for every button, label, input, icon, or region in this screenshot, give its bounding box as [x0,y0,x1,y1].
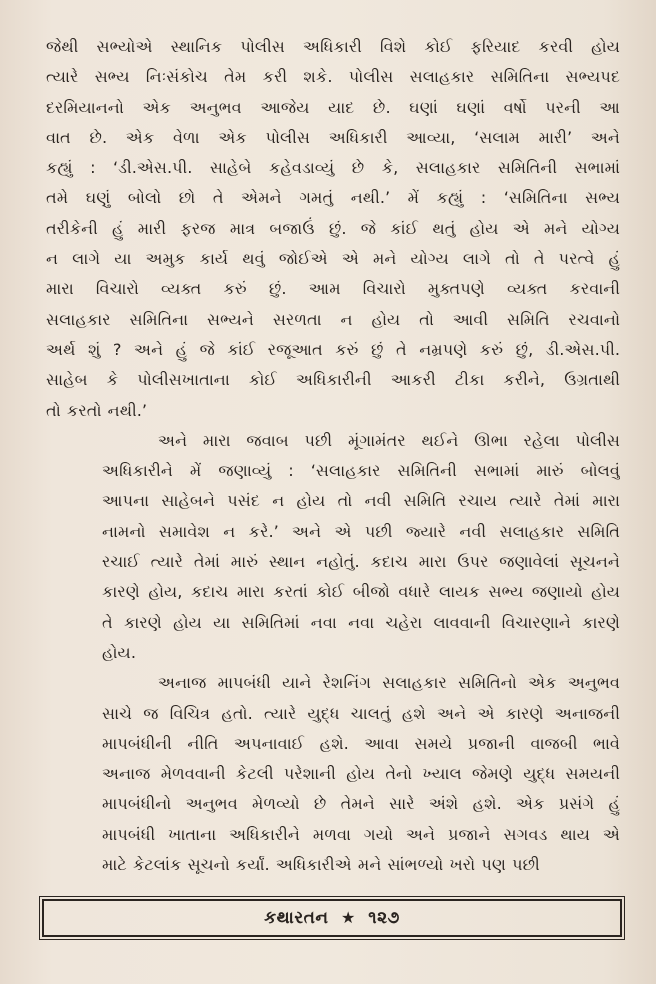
text-line: હોય. [102,642,136,662]
text-line: ત્યારે સભ્ય નિઃસંકોચ તેમ કરી શકે. પોલીસ સલાહકાર સમિતિના સભ્યપદ [46,67,620,87]
text-line: માપબંધીની નીતિ અપનાવાઈ હશે. આવા સમયે પ્રજાની વાજબી ભાવે [102,733,620,753]
text-line: રચાઈ ત્યારે તેમાં મારું સ્થાન નહોતું. કદાચ મારા ઉપર જણાવેલાં સૂચનને [102,552,620,572]
text-line: સાચે જ વિચિત્ર હતો. ત્યારે યુદ્ધ ચાલતું હશે અને એ કારણે અનાજની [102,703,620,723]
text-line: કહ્યું : ‘ડી.એસ.પી. સાહેબે કહેવડાવ્યું છે કે, સલાહકાર સમિતિની સભામાં [46,158,620,178]
text-line: મારા વિચારો વ્યક્ત કરું છું. આમ વિચારો મુક્તપણે વ્યક્ત કરવાની [46,279,620,299]
body-text [46,32,620,880]
text-line: તરીકેની હું મારી ફરજ માત્ર બજાઉં છું. જે કાંઈ થતું હોય એ મને યોગ્ય [46,218,620,238]
text-line: અનાજ મેળવવાની કેટલી પરેશાની હોય તેનો ખ્યાલ જેમણે યુદ્ધ સમયની [102,764,620,784]
paragraph [46,426,620,668]
text-line: ન લાગે યા અમુક કાર્ય થવું જોઈએ એ મને યોગ્ય લાગે તો તે પરત્વે હું [46,249,620,269]
text-line: વાત છે. એક વેળા એક પોલીસ અધિકારી આવ્યા, ‘સલામ મારી’ અને [46,127,620,147]
text-line: નામનો સમાવેશ ન કરે.’ અને એ પછી જ્યારે નવી સલાહકાર સમિતિ [102,521,620,541]
text-line: આપના સાહેબને પસંદ ન હોય તો નવી સમિતિ રચાય ત્યારે તેમાં મારા [102,491,620,511]
text-line: તમે ઘણું બોલો છો તે એમને ગમતું નથી.’ મેં કહ્યું : ‘સમિતિના સભ્ય [46,188,620,208]
text-line: સલાહકાર સમિતિના સભ્યને સરળતા ન હોય તો આવી સમિતિ રચવાનો [46,309,620,329]
paragraph [46,668,620,880]
text-line: માટે કેટલાંક સૂચનો કર્યાં. અધિકારીએ મને સાંભળ્યો ખરો પણ પછી [102,855,540,875]
text-line: સાહેબ કે પોલીસખાતાના કોઈ અધિકારીની આકરી ટીકા કરીને, ઉગ્રતાથી [46,370,620,390]
page-footer [42,899,622,937]
book-title: કથારતન [264,908,329,928]
text-line: તો કરતો નથી.’ [46,400,148,420]
text-line: જેથી સભ્યોએ સ્થાનિક પોલીસ અધિકારી વિશે કોઈ ફરિયાદ કરવી હોય [46,37,620,56]
text-line: માપબંધીનો અનુભવ મેળવ્યો છે તેમને સારે અંશે હશે. એક પ્રસંગે હું [102,794,620,814]
text-line: અને મારા જવાબ પછી મૂંગામંતર થઈને ઊભા રહેલા પોલીસ [158,430,620,450]
paragraph [46,32,620,426]
text-line: અનાજ માપબંધી યાને રેશનિંગ સલાહકાર સમિતિનો એક અનુભવ [158,673,620,693]
text-line: અર્થ શું ? અને હું જે કાંઈ રજૂઆત કરું છું તે નમ્રપણે કરું છું, ડી.એસ.પી. [46,339,620,359]
footer-label [264,908,400,928]
text-line: અધિકારીને મેં જણાવ્યું : ‘સલાહકાર સમિતિની સભામાં મારું બોલવું [102,461,620,481]
text-line: તે કારણે હોય યા સમિતિમાં નવા નવા ચહેરા લાવવાની વિચારણાને કારણે [102,612,620,632]
page-number: ૧૨૭ [368,908,400,928]
text-line: માપબંધી ખાતાના અધિકારીને મળવા ગયો અને પ્રજાને સગવડ થાય એ [102,824,620,844]
text-line: કારણે હોય, કદાચ મારા કરતાં કોઈ બીજો વધારે લાયક સભ્ય જણાયો હોય [102,582,620,602]
star-icon: ★ [340,908,356,927]
text-line: દરમિયાનનો એક અનુભવ આજેય યાદ છે. ઘણાં ઘણાં વર્ષો પરની આ [46,97,620,117]
